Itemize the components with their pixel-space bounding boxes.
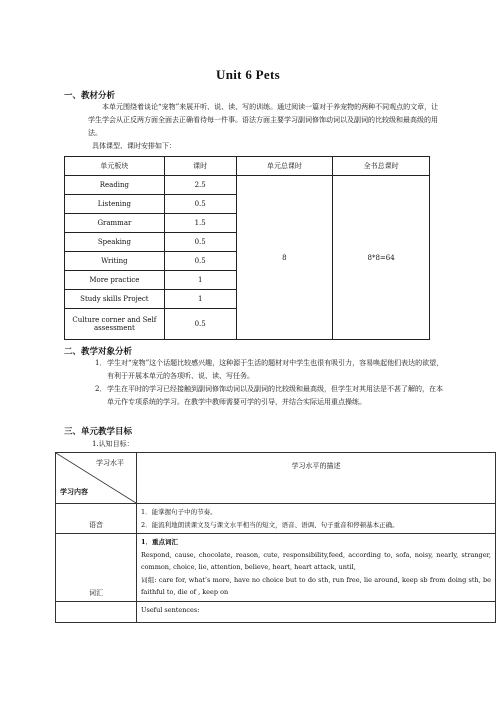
- hours-cell: 0.5: [164, 309, 236, 340]
- students-list: [95, 357, 445, 409]
- header-desc: 学习水平的描述: [137, 453, 496, 504]
- module-cell: Speaking: [65, 233, 165, 252]
- schedule-intro: 具体课型、课时安排如下：: [92, 142, 176, 150]
- module-cell: More practice: [65, 271, 165, 290]
- table-row: [56, 601, 496, 622]
- list-item: [95, 383, 445, 409]
- table-row: [65, 176, 430, 195]
- table-header-row: [65, 157, 430, 176]
- pron-item: 1．能掌握句子中的节奏。: [141, 508, 217, 516]
- vocab-head: 1．重点词汇: [141, 538, 179, 546]
- vocab-desc: [137, 534, 496, 602]
- section-heading-materials: 一、教材分析: [64, 91, 116, 101]
- empty-cell: [56, 601, 137, 622]
- header-hours: 课时: [164, 157, 236, 176]
- hours-cell: 0.5: [164, 233, 236, 252]
- schedule-table: [64, 156, 430, 340]
- useful-sentences: Useful sentences:: [137, 601, 496, 622]
- module-cell: Listening: [65, 195, 165, 214]
- vocab-label: 词汇: [56, 534, 137, 602]
- table-row: [56, 534, 496, 602]
- book-total-cell: 8*8=64: [333, 176, 430, 340]
- hours-cell: 1: [164, 290, 236, 309]
- vocab-phrases: 词组: care for, what’s more, have no choice but to do sth, run free, lie around, keep sb from doing sth, be faithful to, die of , keep on: [141, 575, 491, 596]
- list-item-number: 1．: [95, 359, 107, 367]
- objectives-sub: 1.认知目标：: [92, 440, 134, 448]
- module-cell: Writing: [65, 252, 165, 271]
- vocab-words: Respond, cause, chocolate, reason, cute, responsibility,feed, according to, sofa, noisy, nearly, stranger, common, choice, lie, attention, believe, heart, heart attack, until,: [141, 550, 491, 571]
- header-book-total: 全书总课时: [333, 157, 430, 176]
- module-cell: Grammar: [65, 214, 165, 233]
- hours-cell: 2.5: [164, 176, 236, 195]
- list-item-text: 学生对“宠物”这个话题比较感兴趣，这种源于生活的题材对中学生也很有吸引力，容易唤起他们表达的欲望，有利于开展本单元的各项听、说、读、写任务。: [107, 359, 444, 380]
- hours-cell: 0.5: [164, 195, 236, 214]
- objectives-table: [55, 452, 496, 623]
- list-item-text: 学生在平时的学习已经接触到副词修饰动词以及副词的比较级和最高级，但学生对其用法是不甚了解的，在本单元作专项系统的学习。在教学中教师需要可学的引导，并结合实际运用重点操练。: [107, 385, 443, 406]
- pron-label: 语音: [56, 504, 137, 534]
- list-item-number: 2．: [95, 385, 107, 393]
- corner-bottom-label: 学习内容: [60, 487, 88, 496]
- module-cell: Study skills Project: [65, 290, 165, 309]
- materials-paragraph: 本单元围绕着谈论“宠物”来展开听、说、读、写的训练。通过阅读一篇对于养宠物的两种不同观点的文章，让学生学会从正反两方面全面去正确看待每一件事。语法方面主要学习副词修饰动词以及副词的比较级和最高级的用法。: [88, 103, 439, 137]
- hours-cell: 1: [164, 271, 236, 290]
- hours-cell: 0.5: [164, 252, 236, 271]
- corner-cell: [56, 453, 137, 504]
- table-row: [56, 504, 496, 534]
- list-item: [95, 357, 445, 383]
- unit-total-cell: 8: [236, 176, 333, 340]
- pron-item: 2．能流利地朗读课文及与课文水平相当的短文，语音、语调、句子重音和停顿基本正确。: [141, 520, 399, 529]
- module-cell: Reading: [65, 176, 165, 195]
- section-heading-objectives: 三、单元教学目标: [64, 427, 133, 437]
- module-cell: Culture corner and Self assessment: [65, 309, 165, 340]
- table-header-row: [56, 453, 496, 504]
- page-title: Unit 6 Pets: [216, 67, 280, 82]
- hours-cell: 1.5: [164, 214, 236, 233]
- corner-top-label: 学习水平: [96, 459, 124, 467]
- header-module: 单元板块: [65, 157, 165, 176]
- pron-desc: [137, 504, 496, 534]
- section-heading-students: 二、教学对象分析: [64, 347, 133, 357]
- header-unit-total: 单元总课时: [236, 157, 333, 176]
